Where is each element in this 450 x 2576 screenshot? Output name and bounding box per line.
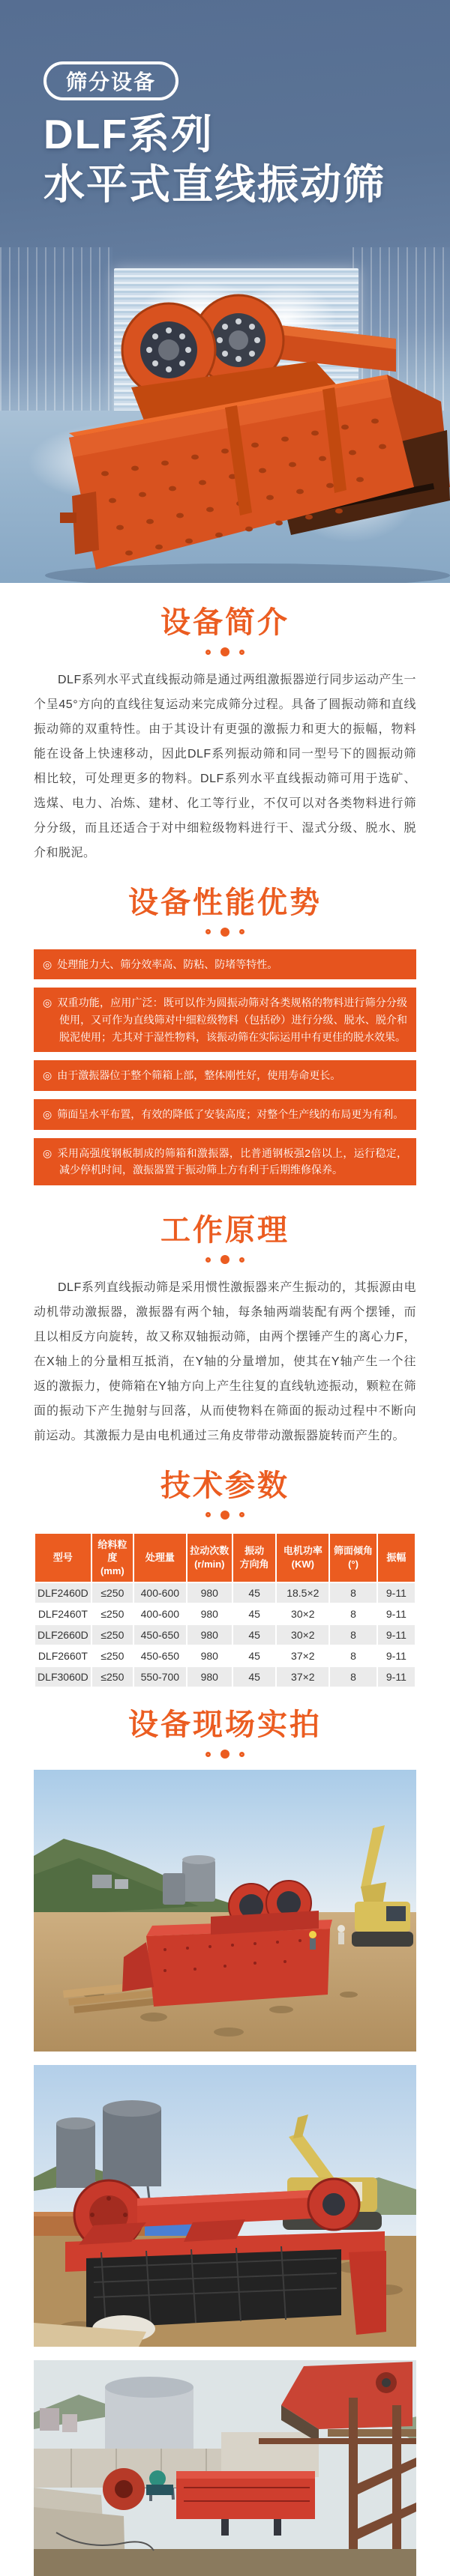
advantage-text: 筛面呈水平布置，有效的降低了安装高度；对整个生产线的布局更为有利。	[57, 1107, 404, 1120]
section-principle-title: 工作原理	[160, 1214, 290, 1247]
table-row	[35, 1667, 415, 1687]
table-cell: 18.5×2	[277, 1583, 328, 1603]
dot-outline-icon	[206, 650, 211, 655]
advantage-text: 采用高强度钢板制成的筛箱和激振器，比普通钢板强2倍以上，运行稳定，减少停机时间，激振器置于振动筛上方有利于后期维修保养。	[57, 1146, 407, 1176]
table-cell: ≤250	[92, 1646, 133, 1666]
bullseye-bullet-icon: ◎	[43, 997, 52, 1009]
section-photos	[0, 1688, 450, 2576]
advantage-text: 双重功能，应用广泛：既可以作为圆振动筛对各类规格的物料进行筛分分级使用，又可作为直线筛对中细粒级物料（包括砂）进行分级、脱水、脱介和脱泥使用；尤其对于湿性物料，该振动筛在实际运用中有更佳的脱水效果。	[57, 997, 408, 1043]
table-cell: 8	[330, 1604, 376, 1624]
table-header-cell: 给料粒度 (mm)	[92, 1534, 133, 1582]
product-title-line2: 水平式直线振动筛	[44, 161, 386, 208]
section-intro	[0, 583, 450, 866]
advantage-list	[34, 949, 416, 1185]
table-cell: 8	[330, 1625, 376, 1645]
bullseye-bullet-icon: ◎	[43, 1146, 52, 1159]
table-cell: 8	[330, 1667, 376, 1687]
dot-outline-icon	[239, 650, 244, 655]
bullseye-bullet-icon: ◎	[43, 1069, 52, 1082]
table-cell: 980	[188, 1625, 232, 1645]
table-cell: 9-11	[378, 1646, 415, 1666]
dot-outline-icon	[239, 1512, 244, 1517]
dot-outline-icon	[206, 1257, 211, 1263]
table-cell: 8	[330, 1583, 376, 1603]
section-principle	[0, 1194, 450, 1449]
table-cell: 9-11	[378, 1583, 415, 1603]
table-cell: 30×2	[277, 1604, 328, 1624]
table-row	[35, 1646, 415, 1666]
advantage-item	[34, 1138, 416, 1185]
table-header-row	[35, 1534, 415, 1582]
table-cell: 980	[188, 1667, 232, 1687]
table-cell: 30×2	[277, 1625, 328, 1645]
dots-ornament	[0, 927, 450, 937]
table-cell: 400-600	[134, 1604, 186, 1624]
site-photo-2	[34, 2065, 416, 2347]
table-cell: ≤250	[92, 1604, 133, 1624]
table-header-cell: 振幅	[378, 1534, 415, 1582]
dot-outline-icon	[239, 1257, 244, 1263]
dot-outline-icon	[206, 929, 211, 934]
site-photo-3	[34, 2360, 416, 2576]
section-params-title: 技术参数	[160, 1469, 290, 1502]
table-cell: 45	[233, 1646, 276, 1666]
table-header-cell: 振动 方向角	[233, 1534, 276, 1582]
dots-ornament	[0, 1510, 450, 1520]
table-cell: DLF2460D	[35, 1583, 91, 1603]
advantage-text: 处理能力大、筛分效率高、防粘、防堵等特性。	[57, 958, 278, 970]
advantage-text: 由于激振器位于整个筛箱上部，整体刚性好，使用寿命更长。	[57, 1069, 341, 1082]
dot-outline-icon	[206, 1512, 211, 1517]
site-photo-1	[34, 1770, 416, 2052]
table-row	[35, 1604, 415, 1624]
table-cell: DLF3060D	[35, 1667, 91, 1687]
category-badge	[44, 61, 178, 100]
table-cell: 400-600	[134, 1583, 186, 1603]
section-params	[0, 1449, 450, 1689]
table-cell: ≤250	[92, 1667, 133, 1687]
dots-ornament	[0, 1749, 450, 1759]
table-header-cell: 型号	[35, 1534, 91, 1582]
product-title-line1: DLF系列	[44, 111, 214, 157]
advantage-item	[34, 1099, 416, 1130]
table-cell: 8	[330, 1646, 376, 1666]
table-cell: 45	[233, 1667, 276, 1687]
advantage-item	[34, 1060, 416, 1091]
section-advantages-title: 设备性能优势	[128, 886, 322, 919]
table-header-cell: 筛面倾角 (°)	[330, 1534, 376, 1582]
table-cell: ≤250	[92, 1625, 133, 1645]
section-photos-title: 设备现场实拍	[128, 1708, 322, 1742]
table-cell: 450-650	[134, 1646, 186, 1666]
table-cell: 45	[233, 1583, 276, 1603]
dot-filled-icon	[220, 1750, 230, 1759]
advantage-item	[34, 949, 416, 980]
intro-paragraph: DLF系列水平式直线振动筛是通过两组激振器逆行同步运动产生一个呈45°方向的直线往复运动来完成筛分过程。具备了圆振动筛和直线振动筛的双重特性。由于其设计有更强的激振力和更大的振幅，物料能在设备上快速移动，因此DLF系列振动筛和同一型号下的圆振动筛相比较，可处理更多的物料。DLF系列水平直线振动筛可用于选矿、选煤、电力、冶炼、建材、化工等行业，不仅可以对各类物料进行筛分分级，而且还适合于对中细粒级物料进行干、湿式分级、脱水、脱介和脱泥。	[34, 674, 416, 859]
photo-gallery	[0, 1770, 450, 2576]
dot-filled-icon	[220, 647, 230, 656]
dots-ornament	[0, 647, 450, 657]
dot-filled-icon	[220, 1255, 230, 1264]
bullseye-bullet-icon: ◎	[43, 958, 52, 970]
advantage-item	[34, 988, 416, 1052]
dot-filled-icon	[220, 1511, 230, 1520]
table-header-cell: 拉动次数 (r/min)	[188, 1534, 232, 1582]
dots-ornament	[0, 1254, 450, 1265]
table-cell: 37×2	[277, 1646, 328, 1666]
dot-filled-icon	[220, 928, 230, 937]
table-row	[35, 1625, 415, 1645]
dot-outline-icon	[239, 929, 244, 934]
table-cell: DLF2660D	[35, 1625, 91, 1645]
table-cell: 450-650	[134, 1625, 186, 1645]
section-intro-title: 设备简介	[160, 606, 290, 639]
table-header-cell: 电机功率 (KW)	[277, 1534, 328, 1582]
table-cell: 9-11	[378, 1625, 415, 1645]
table-row	[35, 1583, 415, 1603]
table-cell: DLF2660T	[35, 1646, 91, 1666]
table-cell: 550-700	[134, 1667, 186, 1687]
principle-paragraph: DLF系列直线振动筛是采用惯性激振器来产生振动的，其振源由电动机带动激振器，激振器有两个轴，每条轴两端装配有两个摆锤，而且以相反方向旋转，故又称双轴振动筛，由两个摆锤产生的离心力F，在X轴上的分量相互抵消，在Y轴的分量增加，使其在Y轴产生一个往返的激振力，使筛箱在Y轴方向上产生往复的直线轨迹振动，颗粒在筛面的振动下产生抛射与回落，从而使物料在筛面的振动过程中不断向前运动。其激振力是由电机通过三角皮带带动激振器旋转而产生的。	[34, 1281, 416, 1442]
vibrating-screen-illustration	[0, 249, 450, 583]
dot-outline-icon	[239, 1752, 244, 1757]
table-cell: 980	[188, 1604, 232, 1624]
table-cell: 9-11	[378, 1667, 415, 1687]
product-title	[44, 109, 386, 210]
table-cell: DLF2460T	[35, 1604, 91, 1624]
dot-outline-icon	[206, 1752, 211, 1757]
table-cell: 980	[188, 1646, 232, 1666]
table-cell: 37×2	[277, 1667, 328, 1687]
section-advantages	[0, 866, 450, 1185]
table-cell: 9-11	[378, 1604, 415, 1624]
hero-banner	[0, 0, 450, 583]
category-badge-label: 筛分设备	[66, 70, 157, 94]
table-cell: 980	[188, 1583, 232, 1603]
bullseye-bullet-icon: ◎	[43, 1107, 52, 1120]
spec-table	[34, 1532, 416, 1689]
table-cell: 45	[233, 1625, 276, 1645]
table-header-cell: 处理量	[134, 1534, 186, 1582]
table-cell: 45	[233, 1604, 276, 1624]
table-cell: ≤250	[92, 1583, 133, 1603]
